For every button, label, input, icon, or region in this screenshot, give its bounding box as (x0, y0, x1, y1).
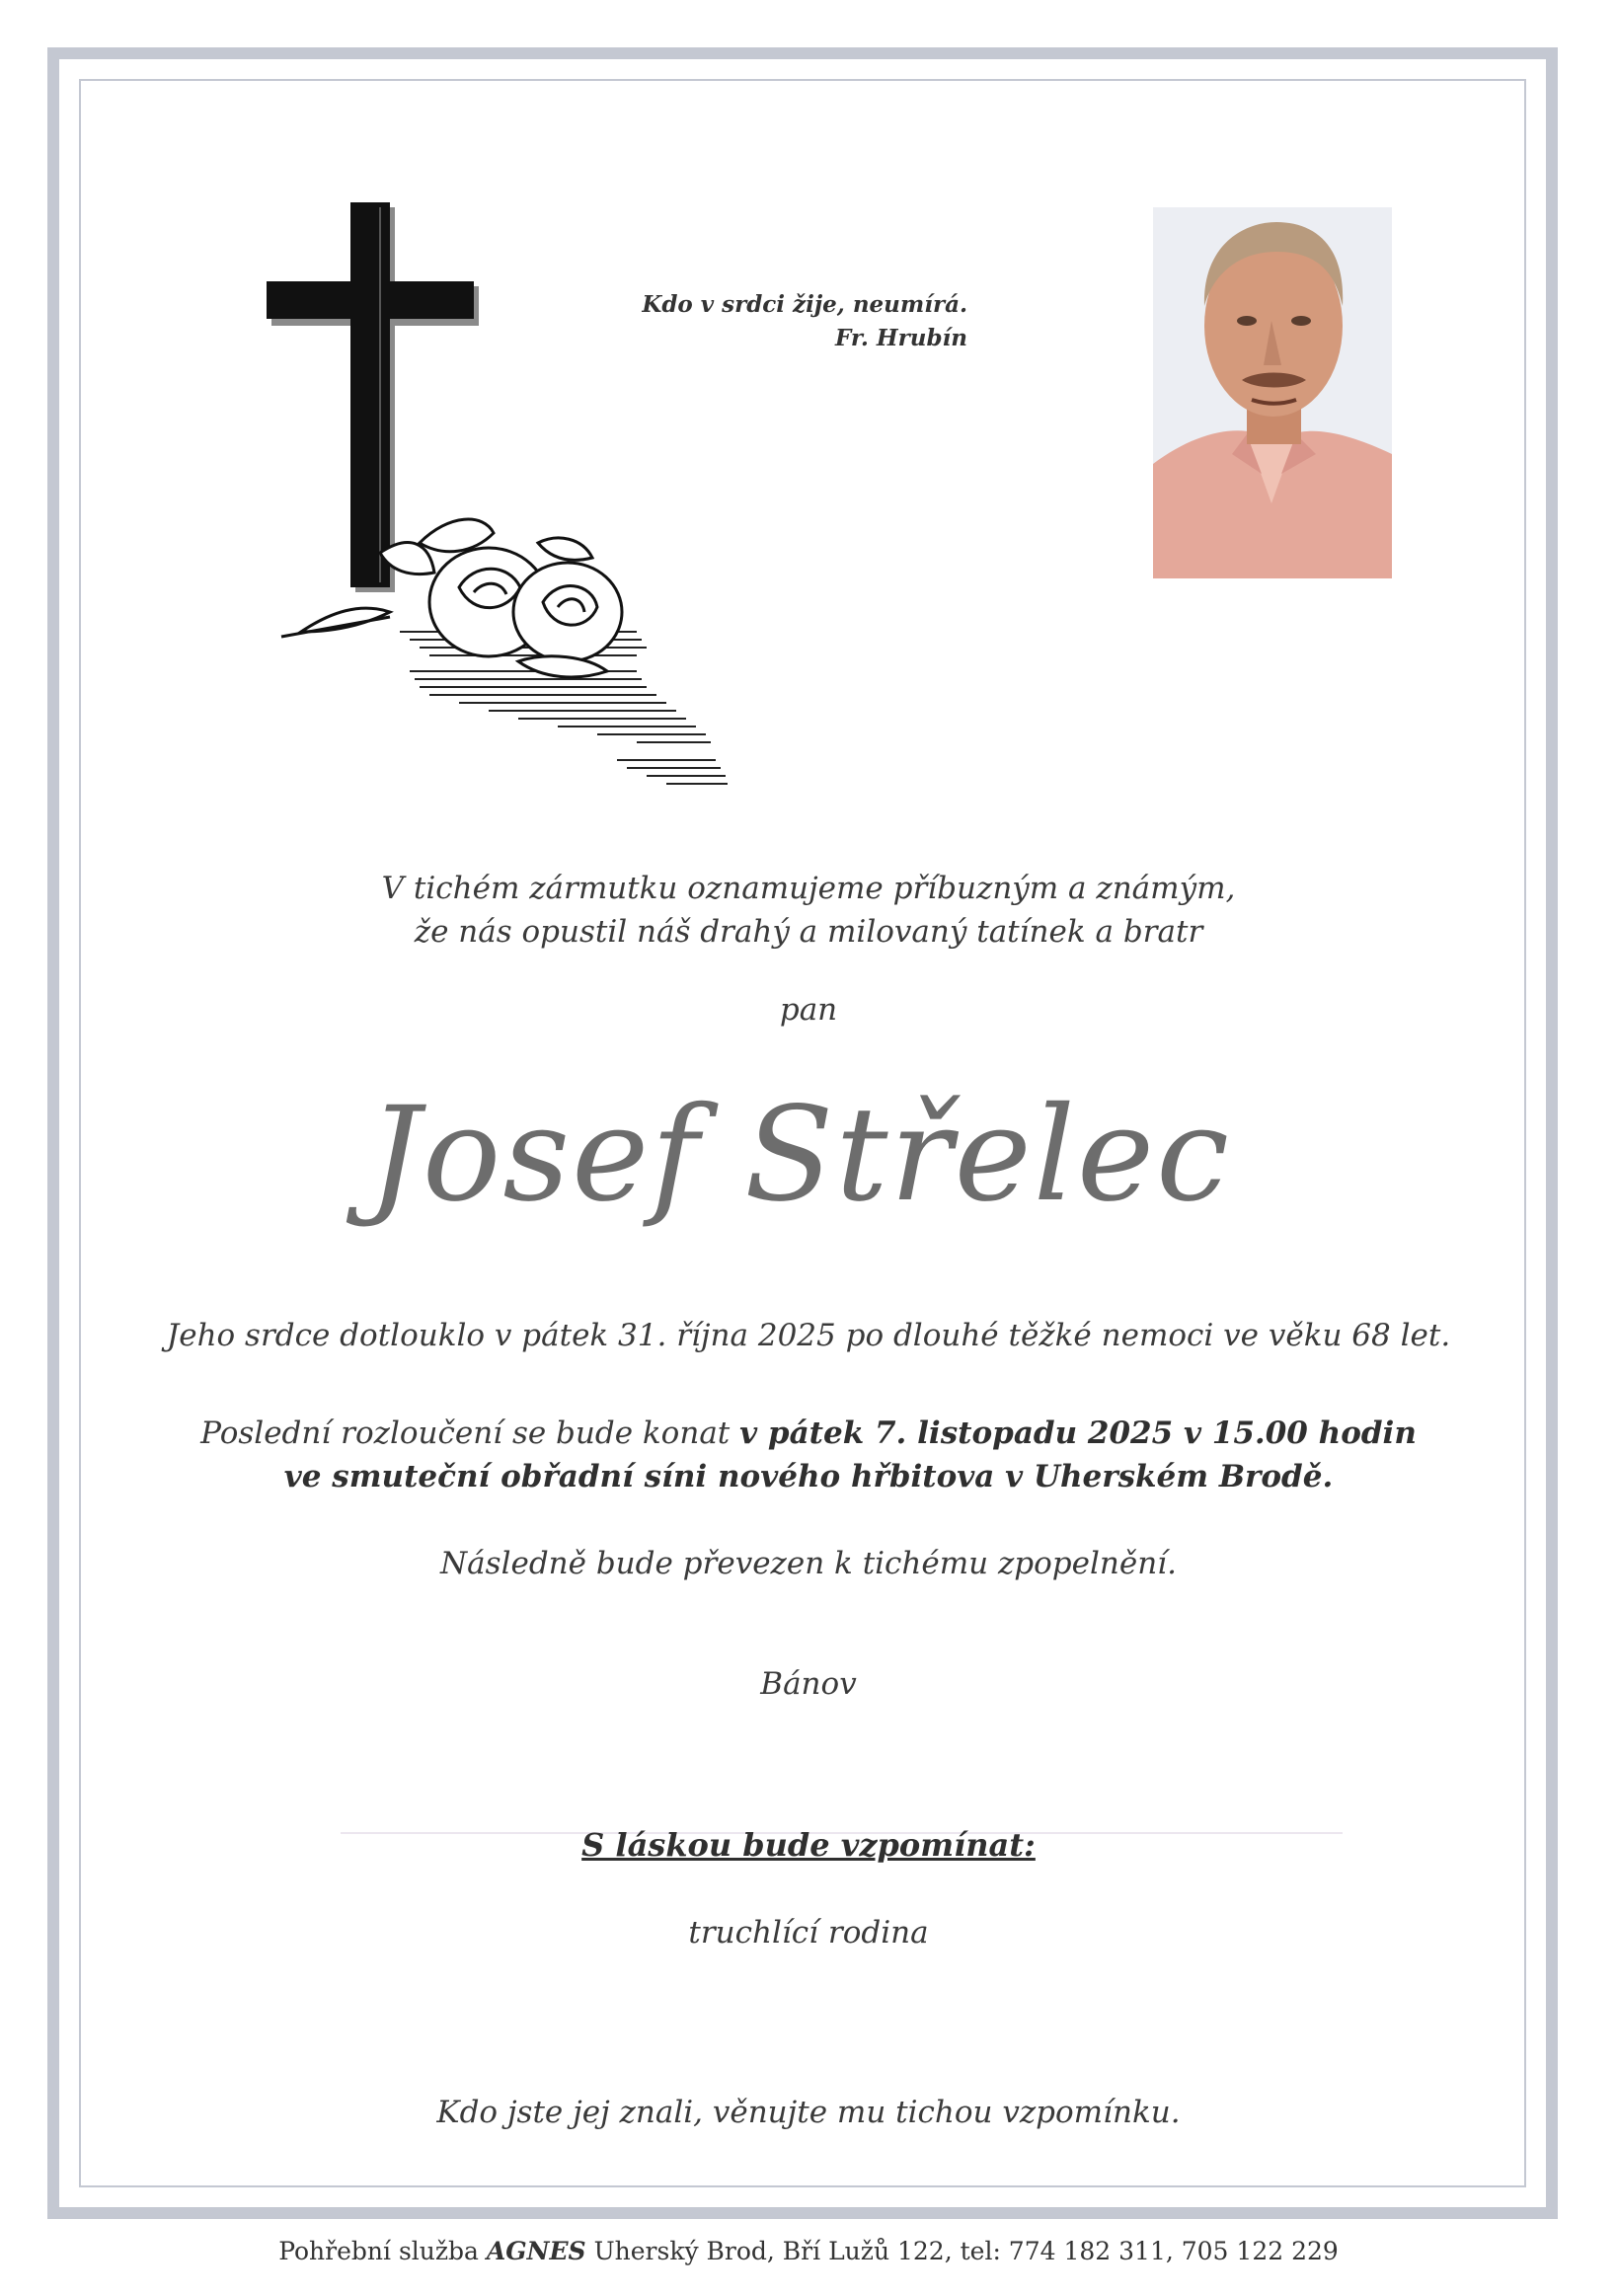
remember-heading: S láskou bude vzpomínat: (581, 1826, 1036, 1864)
place-name: Bánov (760, 1666, 857, 1702)
quote-author: Fr. Hrubín (834, 325, 967, 351)
funeral-prefix: Poslední rozloučení se bude konat (200, 1416, 740, 1451)
portrait-photo (1153, 207, 1392, 578)
footer (0, 2237, 1617, 2265)
closing-line: Kdo jste jej znali, věnujte mu tichou vzpomínku. (436, 2095, 1181, 2130)
death-notice: Jeho srdce dotlouklo v pátek 31. října 2025 po dlouhé těžké nemoci ve věku 68 let. (166, 1318, 1451, 1353)
funeral-place: ve smuteční obřadní síni nového hřbitova v Uherském Brodě. (283, 1459, 1334, 1494)
deceased-name: Josef Střelec (367, 1079, 1231, 1231)
transfer-note: Následně bude převezen k tichému zpopelnění. (440, 1546, 1177, 1581)
footer-brand: AGNES (486, 2237, 586, 2265)
funeral-line-1 (0, 1412, 1617, 1455)
intro-line-2: že nás opustil náš drahý a milovaný tatínek a bratr (414, 914, 1203, 950)
salutation: pan (779, 992, 838, 1028)
funeral-info (0, 1412, 1617, 1498)
footer-contact: Uherský Brod, Bří Lužů 122, tel: 774 182 311, 705 122 229 (585, 2237, 1339, 2265)
mourners: truchlící rodina (688, 1915, 929, 1951)
quote-text: Kdo v srdci žije, neumírá. (642, 291, 967, 318)
intro-line-1: V tichém zármutku oznamujeme příbuzným a známým, (381, 871, 1236, 906)
funeral-date: v pátek 7. listopadu 2025 v 15.00 hodin (739, 1416, 1417, 1451)
footer-prefix: Pohřební služba (278, 2237, 487, 2265)
funeral-line-2 (0, 1455, 1617, 1498)
intro-text (0, 867, 1617, 954)
quote-block (612, 288, 967, 355)
